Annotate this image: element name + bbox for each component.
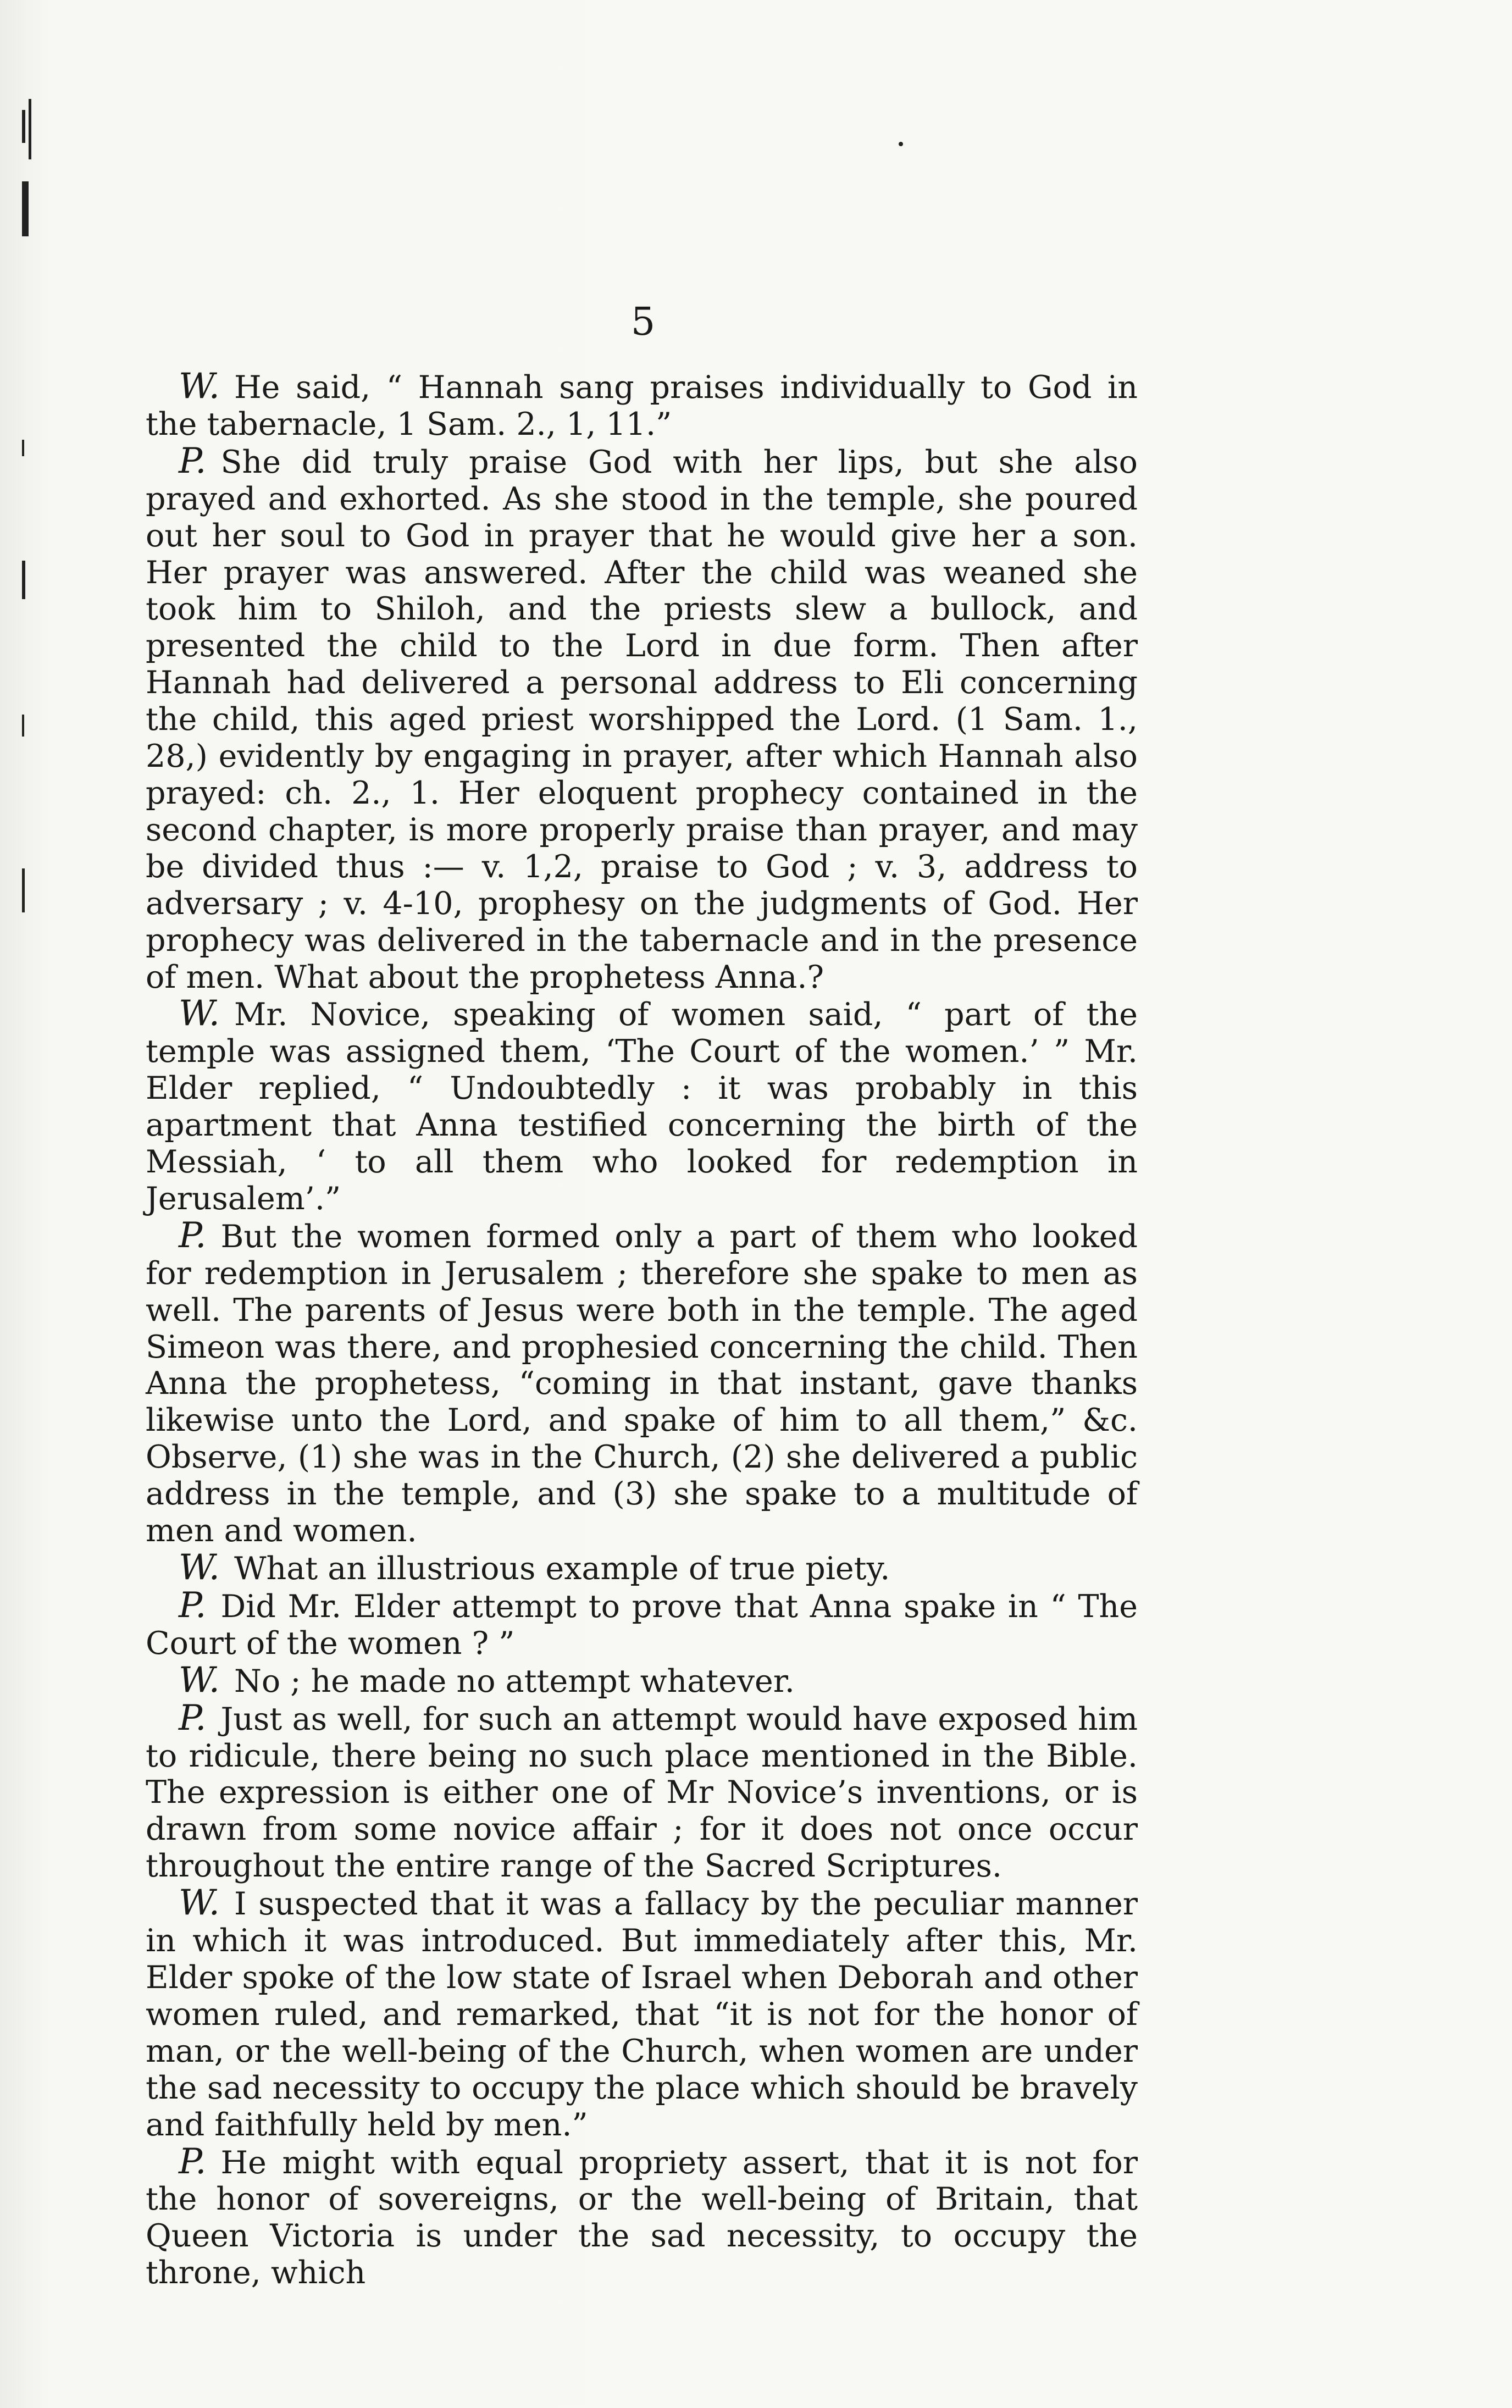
speaker-initial: W. — [179, 1547, 220, 1588]
paragraph-text: He said, “ Hannah sang praises individually to God in the tabernacle, 1 Sam. 2., 1, 11.” — [146, 369, 1138, 442]
paragraph-text: I suspected that it was a fallacy by the peculiar manner in which it was introduced. But immediately after this, Mr. Elder spoke of the low state of Israel when Deborah and other women ruled, and remarked, that “it is not for the honor of man, or the well-being of the Church, when women are under the sad necessity to occupy the place which should be bravely and faithfully held by men.” — [146, 1886, 1138, 2143]
speaker-initial: W. — [179, 1883, 220, 1924]
speaker-initial: P. — [179, 2141, 207, 2182]
dialogue-paragraph — [146, 1659, 1138, 1701]
dialogue-paragraph — [146, 2141, 1138, 2292]
speaker-initial: P. — [179, 1585, 207, 1626]
dialogue-paragraph — [146, 368, 1138, 443]
speaker-initial: W. — [179, 366, 220, 407]
page-number: 5 — [630, 299, 656, 344]
paragraph-text: Mr. Novice, speaking of women said, “ part of the temple was assigned them, ‘The Court of the women.’ ” Mr. Elder replied, “ Undoubtedly : it was probably in this apartment that Anna testified concerning the birth of the Messiah, ‘ to all them who looked for redemption in Jerusalem’.” — [146, 997, 1138, 1217]
dialogue-paragraph — [146, 1217, 1138, 1549]
speaker-initial: P. — [179, 1215, 207, 1256]
paragraph-text: Did Mr. Elder attempt to prove that Anna spake in “ The Court of the women ? ” — [146, 1588, 1138, 1662]
paragraph-text: Just as well, for such an attempt would have exposed him to ridicule, there being no such place mentioned in the Bible. The expression is either one of Mr Novice’s inventions, or is drawn from some novice affair ; for it does not once occur throughout the entire range of the Sacred Scriptures. — [146, 1701, 1138, 1885]
body-text — [146, 368, 1138, 2291]
dialogue-paragraph — [146, 1697, 1138, 1885]
dialogue-paragraph — [146, 1549, 1138, 1587]
paragraph-text: No ; he made no attempt whatever. — [234, 1663, 795, 1700]
dialogue-paragraph — [146, 1885, 1138, 2143]
paragraph-text: But the women formed only a part of them who looked for redemption in Jerusalem ; therefore she spake to men as well. The parents of Jesus were both in the temple. The aged Simeon was there, and prophesied concerning the child. Then Anna the prophetess, “coming in that instant, gave thanks likewise unto the Lord, and spake of him to all them,” &c. Observe, (1) she was in the Church, (2) she delivered a public address in the temple, and (3) she spake to a multitude of men and women. — [146, 1218, 1138, 1549]
paragraph-text: What an illustrious example of true piety. — [234, 1551, 890, 1587]
stray-ink-dot — [899, 142, 903, 146]
speaker-initial: P. — [179, 1697, 207, 1739]
dialogue-paragraph — [146, 1587, 1138, 1662]
paragraph-text: She did truly praise God with her lips, but she also prayed and exhorted. As she stood in the temple, she poured out her soul to God in prayer that he would give her a son. Her prayer was answered. After the child was weaned she took him to Shiloh, and the priests slew a bullock, and presented the child to the Lord in due form. Then after Hannah had delivered a personal address to Eli concerning the child, this aged priest worshipped the Lord. (1 Sam. 1., 28,) evidently by engaging in prayer, after which Hannah also prayed: ch. 2., 1. Her eloquent prophecy contained in the second chapter, is more properly praise than prayer, and may be divided thus :— v. 1,2, praise to God ; v. 3, address to adversary ; v. 4-10, prophesy on the judgments of God. Her prophecy was delivered in the tabernacle and in the presence of men. What about the prophetess Anna.? — [146, 444, 1138, 995]
speaker-initial: P. — [179, 440, 207, 481]
dialogue-paragraph — [146, 995, 1138, 1217]
paragraph-text: He might with equal propriety assert, that it is not for the honor of sovereigns, or the well-being of Britain, that Queen Victoria is under the sad necessity, to occupy the throne, which — [146, 2144, 1138, 2291]
speaker-initial: W. — [179, 1659, 220, 1701]
speaker-initial: W. — [179, 993, 220, 1034]
dialogue-paragraph — [146, 440, 1138, 996]
binding-edge-marks — [16, 99, 38, 923]
